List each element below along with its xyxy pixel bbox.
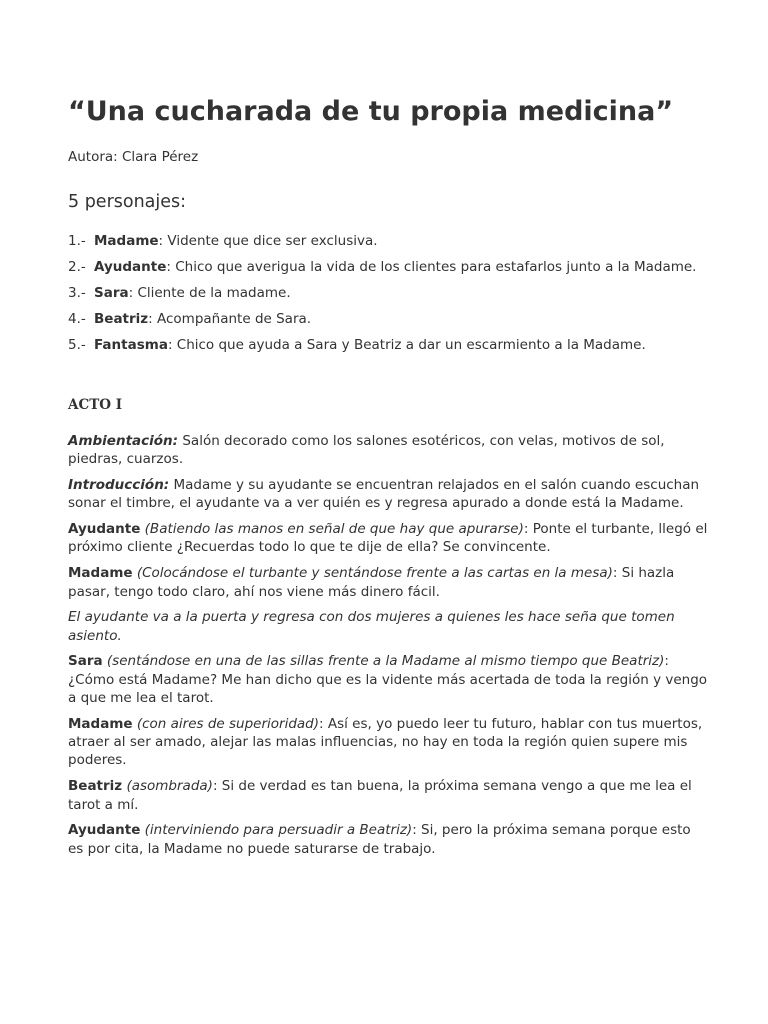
stage-direction: (Batiendo las manos en señal de que hay que apurarse)	[140, 521, 524, 538]
introduccion-paragraph	[68, 476, 708, 513]
dialogue-text: : Si, pero la próxima semana porque esto es por cita, la Madame no puede saturarse de trabajo.	[68, 822, 691, 857]
character-name: Ayudante	[94, 259, 167, 275]
character-item	[68, 284, 708, 302]
stage-direction: (con aires de superioridad)	[132, 715, 320, 732]
dialogue-text: : Si hazla pasar, tengo todo claro, ahí nos viene más dinero fácil.	[68, 565, 675, 600]
speaker-name: Ayudante	[68, 521, 141, 538]
introduccion-label: Introducción:	[68, 477, 170, 494]
speaker-name: Sara	[68, 653, 103, 670]
character-number: 1.-	[68, 233, 86, 249]
character-name: Fantasma	[94, 337, 168, 353]
character-name: Sara	[94, 285, 129, 301]
character-item	[68, 232, 708, 250]
character-number: 4.-	[68, 311, 86, 327]
stage-direction: (Colocándose el turbante y sentándose frente a las cartas en la mesa)	[132, 565, 613, 582]
dialogue-line	[68, 652, 708, 707]
stage-direction: (interviniendo para persuadir a Beatriz)	[140, 822, 413, 839]
character-text	[94, 336, 708, 354]
dialogue-text: : Si de verdad es tan buena, la próxima semana vengo a que me lea el tarot a mí.	[68, 778, 692, 813]
character-number: 5.-	[68, 337, 86, 353]
ambientacion-paragraph	[68, 432, 708, 469]
characters-list	[68, 232, 708, 362]
speaker-name: Madame	[68, 565, 133, 582]
character-description: : Acompañante de Sara.	[148, 311, 312, 327]
dialogue-line	[68, 520, 708, 557]
dialogue-line	[68, 564, 708, 601]
document-title: “Una cucharada de tu propia medicina”	[68, 96, 674, 127]
speaker-name: Ayudante	[68, 822, 141, 839]
character-text	[94, 258, 708, 276]
character-number: 2.-	[68, 259, 86, 275]
character-description: : Vidente que dice ser exclusiva.	[158, 233, 378, 249]
character-description: : Chico que ayuda a Sara y Beatriz a dar un escarmiento a la Madame.	[167, 337, 646, 353]
character-name: Madame	[94, 233, 159, 249]
stage-direction: (sentándose en una de las sillas frente a la Madame al mismo tiempo que Beatriz)	[102, 653, 665, 670]
introduccion-text: Madame y su ayudante se encuentran relajados en el salón cuando escuchan sonar el timbre, el ayudante va a ver quién es y regresa apurado a donde está la Madame.	[68, 477, 700, 512]
characters-heading: 5 personajes:	[68, 192, 187, 212]
script-body	[68, 432, 708, 865]
speaker-name: Madame	[68, 715, 133, 732]
character-text	[94, 310, 708, 328]
stage-note	[68, 608, 708, 645]
ambientacion-text: Salón decorado como los salones esotéricos, con velas, motivos de sol, piedras, cuarzos.	[68, 433, 665, 468]
dialogue-text: : ¿Cómo está Madame? Me han dicho que es la vidente más acertada de toda la región y vengo a que me lea el tarot.	[68, 653, 708, 707]
dialogue-line	[68, 777, 708, 814]
author-line: Autora: Clara Pérez	[68, 149, 199, 165]
character-text	[94, 232, 708, 250]
dialogue-line	[68, 821, 708, 858]
character-item	[68, 336, 708, 354]
character-description: : Cliente de la madame.	[128, 285, 291, 301]
ambientacion-label: Ambientación:	[68, 433, 179, 449]
character-description: : Chico que averigua la vida de los clientes para estafarlos junto a la Madame.	[166, 259, 697, 275]
character-name: Beatriz	[94, 311, 149, 327]
act-title: ACTO I	[68, 397, 123, 413]
dialogue-text: : Así es, yo puedo leer tu futuro, hablar con tus muertos, atraer al ser amado, alejar las malas influencias, no hay en toda la región quien supere mis poderes.	[68, 715, 703, 769]
speaker-name: Beatriz	[68, 778, 123, 795]
stage-direction: (asombrada)	[122, 778, 213, 795]
dialogue-line	[68, 715, 708, 770]
character-item	[68, 310, 708, 328]
dialogue-text: : Ponte el turbante, llegó el próximo cliente ¿Recuerdas todo lo que te dije de ella? Se convincente.	[68, 521, 708, 556]
character-item	[68, 258, 708, 276]
character-text	[94, 284, 708, 302]
stage-note-text: El ayudante va a la puerta y regresa con dos mujeres a quienes les hace seña que tomen asiento.	[68, 609, 675, 644]
character-number: 3.-	[68, 285, 86, 301]
